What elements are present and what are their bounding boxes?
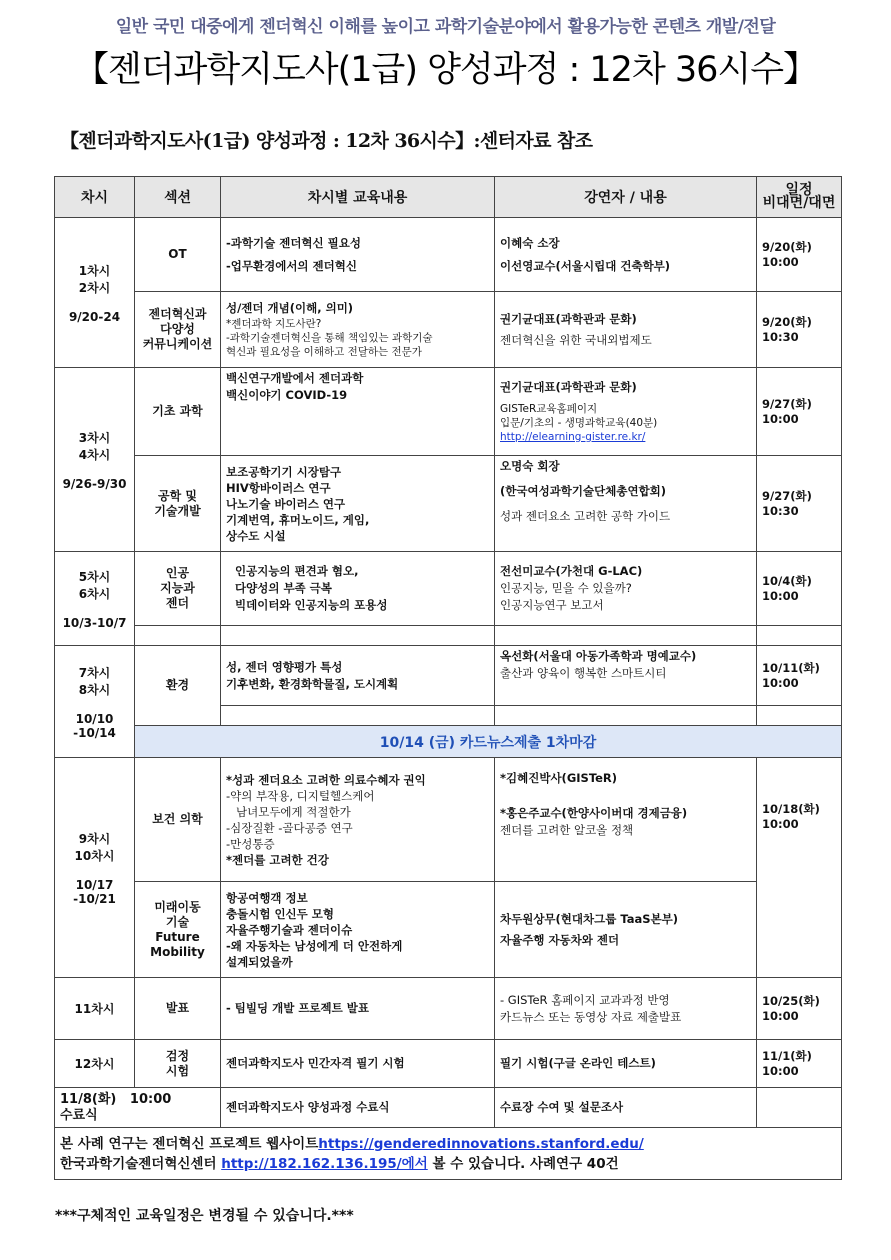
content-line: *젠더과학 지도사란? <box>226 318 322 330</box>
center-link[interactable]: http://182.162.136.195/에서 <box>221 1155 428 1172</box>
session-cell: 12차시 <box>55 1040 135 1088</box>
date-line: 9/20(화) <box>762 239 812 254</box>
instructor-cell: 필기 시험(구글 온라인 테스트) <box>495 1040 757 1088</box>
session-label: 10차시 <box>74 848 115 863</box>
session-dates: -10/14 <box>73 725 116 740</box>
empty-cell <box>757 706 842 726</box>
table-row <box>55 1088 842 1128</box>
time-line: 10:00 <box>762 254 799 269</box>
date-line: 10/11(화) <box>762 660 820 675</box>
empty-cell <box>135 626 221 646</box>
header-title: 【젠더과학지도사(1급) 양성과정 : 12차 36시수】 <box>73 50 818 90</box>
instructor-cell <box>495 552 757 626</box>
instructor-line: 권기균대표(과학관과 문화) <box>500 380 637 394</box>
table-row <box>55 218 842 292</box>
content-cell <box>221 292 495 368</box>
session-dates: 9/20-24 <box>68 309 121 324</box>
section-cell: 기초 과학 <box>135 368 221 456</box>
content-line: 빅데이터와 인공지능의 포용성 <box>235 598 388 612</box>
empty-cell <box>495 706 757 726</box>
content-cell <box>221 456 495 552</box>
date-cell <box>757 218 842 292</box>
time-line: 10:00 <box>762 1008 799 1023</box>
session-label: 1차시 <box>78 263 111 278</box>
content-line: 충돌시험 인신두 모형 <box>226 906 334 921</box>
notice-text: 볼 수 있습니다. 사례연구 40건 <box>427 1155 619 1172</box>
deadline-banner: 10/14 (금) 카드뉴스제출 1차마감 <box>135 726 842 758</box>
session-label: 3차시 <box>78 430 111 445</box>
time-line: 10:00 <box>762 588 799 603</box>
empty-cell <box>221 626 495 646</box>
instructor-line: 인공지능연구 보고서 <box>500 598 604 612</box>
header-date-l1: 일정 <box>785 182 813 198</box>
instructor-line: 카드뉴스 또는 동영상 자료 제출발표 <box>500 1009 682 1024</box>
notice-text: 한국과학기술젠더혁신센터 <box>60 1155 222 1172</box>
session-cell <box>55 552 135 646</box>
content-line: -과학기술젠더혁신을 통해 책임있는 과학기술 <box>226 332 433 344</box>
content-line: -약의 부작용, 디지털헬스케어 <box>226 788 375 803</box>
table-row <box>55 978 842 1040</box>
stanford-link[interactable]: https://genderedinnovations.stanford.edu/ <box>318 1135 644 1152</box>
instructor-line: (한국여성과학기술단체총연합회) <box>500 484 667 498</box>
date-cell <box>757 1040 842 1088</box>
content-line: 기계번역, 휴머노이드, 게임, <box>226 512 370 527</box>
session-cell <box>55 218 135 368</box>
notice-line <box>60 1134 836 1154</box>
session-dates: 9/26-9/30 <box>62 476 127 491</box>
content-cell <box>221 368 495 456</box>
content-line: -만성통증 <box>226 836 275 851</box>
section-cell: 보건 의학 <box>135 758 221 882</box>
session-dates: 10/3-10/7 <box>62 615 127 630</box>
instructor-line: GISTeR교육홈페이지 <box>500 403 598 415</box>
instructor-line: 이혜숙 소장 <box>500 235 560 250</box>
ceremony-label: 수료식 <box>60 1107 98 1123</box>
empty-cell <box>757 1088 842 1128</box>
content-line: -과학기술 젠더혁신 필요성 <box>226 235 361 250</box>
section-cell <box>135 882 221 978</box>
session-cell: 11차시 <box>55 978 135 1040</box>
instructor-line: 젠더혁신을 위한 국내외법제도 <box>500 332 652 347</box>
instructor-cell <box>495 218 757 292</box>
content-line: 혁신과 필요성을 이해하고 전달하는 전문가 <box>226 346 422 358</box>
ceremony-date: 11/8(화) 10:00 <box>60 1091 172 1107</box>
date-line: 10/18(화) <box>762 802 820 816</box>
instructor-line: 자율주행 자동차와 젠더 <box>500 932 620 947</box>
content-line: 다양성의 부족 극복 <box>235 581 332 595</box>
content-cell <box>221 646 495 706</box>
section-cell: 환경 <box>135 646 221 726</box>
content-cell <box>221 882 495 978</box>
section-cell <box>135 456 221 552</box>
content-cell: 젠더과학지도사 민간자격 필기 시험 <box>221 1040 495 1088</box>
content-line: 항공여행객 정보 <box>226 890 308 905</box>
time-line: 10:30 <box>762 503 799 518</box>
content-cell: - 팀빌딩 개발 프로젝트 발표 <box>221 978 495 1040</box>
session-label: 6차시 <box>78 586 111 601</box>
section-line: 공학 및 <box>158 488 197 503</box>
date-cell <box>757 552 842 626</box>
content-line: 자율주행기술과 젠더이슈 <box>226 922 353 937</box>
time-line: 10:00 <box>762 1063 799 1078</box>
time-line: 10:30 <box>762 329 799 344</box>
table-row <box>55 882 842 978</box>
session-label: 9차시 <box>78 831 111 846</box>
session-label: 2차시 <box>78 280 111 295</box>
instructor-cell <box>495 758 757 882</box>
session-dates: 10/10 <box>75 711 114 726</box>
header-date-l2: 비대면/대면 <box>762 195 836 211</box>
content-line: 나노기술 바이러스 연구 <box>226 496 346 511</box>
date-line: 9/20(화) <box>762 314 812 329</box>
instructor-line: - GISTeR 홈페이지 교과과정 반영 <box>500 992 670 1007</box>
instructor-cell <box>495 368 757 456</box>
instructor-cell <box>495 646 757 706</box>
content-cell: 젠더과학지도사 양성과정 수료식 <box>221 1088 495 1128</box>
content-line: 백신이야기 COVID-19 <box>226 388 348 402</box>
time-line: 10:00 <box>762 817 799 831</box>
instructor-line: 권기균대표(과학관과 문화) <box>500 311 637 326</box>
content-line: 남녀모두에게 적절한가 <box>236 804 351 819</box>
content-line: 백신연구개발에서 젠더과학 <box>226 371 364 385</box>
content-line: -왜 자동차는 남성에게 더 안전하게 <box>226 938 403 953</box>
section-line: Mobility <box>150 944 205 959</box>
section-cell <box>135 552 221 626</box>
table-row <box>55 456 842 552</box>
date-cell <box>757 758 842 978</box>
date-cell <box>757 978 842 1040</box>
table-row <box>55 726 842 758</box>
session-cell <box>55 758 135 978</box>
empty-cell <box>221 706 495 726</box>
date-line: 11/1(화) <box>762 1048 812 1063</box>
instructor-line: 젠더를 고려한 알코올 정책 <box>500 823 634 837</box>
section-line: 미래이동 <box>154 899 201 914</box>
header-session: 차시 <box>55 177 135 218</box>
time-line: 10:00 <box>762 675 799 690</box>
table-row <box>55 1128 842 1180</box>
content-line: 설계되었을까 <box>226 954 293 969</box>
notice-text: 본 사례 연구는 젠더혁신 프로젝트 웹사이트 <box>60 1135 319 1152</box>
table-row <box>55 1040 842 1088</box>
section-line: 검정 <box>165 1048 190 1063</box>
content-line: *젠더를 고려한 건강 <box>226 852 329 867</box>
content-line: *성과 젠더요소 고려한 의료수혜자 권익 <box>226 772 426 787</box>
content-line: HIV항바이러스 연구 <box>226 480 331 495</box>
section-line: 커뮤니케이션 <box>142 337 213 351</box>
instructor-line: 인공지능, 믿을 수 있을까? <box>500 581 632 595</box>
table-row <box>55 626 842 646</box>
document-title: 【젠더과학지도사(1급) 양성과정 : 12차 36시수】:센터자료 참조 <box>60 130 593 152</box>
table-row <box>55 758 842 882</box>
date-line: 9/27(화) <box>762 396 812 411</box>
section-line: 젠더 <box>165 596 190 610</box>
session-cell <box>55 368 135 552</box>
instructor-line: *홍은주교수(한양사이버대 경제금융) <box>500 806 688 820</box>
header-date <box>757 177 842 218</box>
schedule-table <box>54 176 842 1180</box>
content-line: 성, 젠더 영향평가 특성 <box>226 659 343 674</box>
instructor-line: 차두원상무(현대차그룹 TaaS본부) <box>500 911 678 926</box>
empty-cell <box>757 626 842 646</box>
session-label: 4차시 <box>78 447 111 462</box>
content-cell <box>221 552 495 626</box>
time-line: 10:00 <box>762 411 799 426</box>
header-instructor: 강연자 / 내용 <box>495 177 757 218</box>
content-line: 인공지능의 편견과 혐오, <box>235 564 359 578</box>
section-cell: OT <box>135 218 221 292</box>
instructor-line: 오명숙 회장 <box>500 459 560 473</box>
instructor-line: *김혜진박사(GISTeR) <box>500 771 618 785</box>
instructor-cell <box>495 456 757 552</box>
section-line: 인공 <box>165 566 190 580</box>
header-content: 차시별 교육내용 <box>221 177 495 218</box>
instructor-cell <box>495 292 757 368</box>
elearning-link[interactable]: http://elearning-gister.re.kr/ <box>500 431 646 443</box>
section-line: 기술개발 <box>154 503 201 518</box>
table-row <box>55 292 842 368</box>
section-line: Future <box>155 929 200 944</box>
date-line: 10/4(화) <box>762 573 812 588</box>
content-line: 상수도 시설 <box>226 528 286 543</box>
date-line: 9/27(화) <box>762 488 812 503</box>
section-line: 기술 <box>165 914 190 929</box>
instructor-line: 성과 젠더요소 고려한 공학 가이드 <box>500 509 671 523</box>
section-cell <box>135 292 221 368</box>
section-cell <box>135 1040 221 1088</box>
instructor-cell <box>495 882 757 978</box>
content-line: -업무환경에서의 젠더혁신 <box>226 258 357 273</box>
instructor-line: 입문/기초의 - 생명과학교육(40분) <box>500 417 658 429</box>
section-line: 지능과 <box>160 581 195 595</box>
table-row <box>55 646 842 706</box>
section-line: 시험 <box>165 1063 190 1078</box>
session-label: 8차시 <box>78 682 111 697</box>
instructor-line: 이선영교수(서울시립대 건축학부) <box>500 258 671 273</box>
session-label: 5차시 <box>78 569 111 584</box>
instructor-line: 전선미교수(가천대 G-LAC) <box>500 564 643 578</box>
empty-cell <box>495 626 757 646</box>
date-cell <box>757 456 842 552</box>
content-line: 보조공학기기 시장탐구 <box>226 464 342 479</box>
header-section: 섹션 <box>135 177 221 218</box>
table-header-row <box>55 177 842 218</box>
footer-note: ***구체적인 교육일정은 변경될 수 있습니다.*** <box>55 1208 354 1224</box>
notice-cell <box>55 1128 842 1180</box>
ceremony-cell <box>55 1088 221 1128</box>
session-label: 7차시 <box>78 665 111 680</box>
table-row <box>55 368 842 456</box>
content-cell <box>221 218 495 292</box>
date-cell <box>757 368 842 456</box>
instructor-line: 옥선화(서울대 아동가족학과 명예교수) <box>500 649 697 663</box>
date-cell <box>757 646 842 706</box>
session-dates: -10/21 <box>73 891 116 906</box>
session-cell <box>55 646 135 758</box>
date-line: 10/25(화) <box>762 993 820 1008</box>
instructor-line: 출산과 양육이 행복한 스마트시티 <box>500 666 667 680</box>
instructor-cell <box>495 978 757 1040</box>
date-cell <box>757 292 842 368</box>
content-line: 성/젠더 개념(이해, 의미) <box>226 301 354 315</box>
table-row <box>55 552 842 626</box>
instructor-cell: 수료장 수여 및 설문조사 <box>495 1088 757 1128</box>
content-cell <box>221 758 495 882</box>
section-line: 다양성 <box>160 322 195 336</box>
section-line: 젠더혁신과 <box>148 307 207 321</box>
section-cell: 발표 <box>135 978 221 1040</box>
content-line: 기후변화, 환경화학물질, 도시계획 <box>226 676 399 691</box>
content-line: -심장질환 -골다공증 연구 <box>226 820 353 835</box>
header-subtitle: 일반 국민 대중에게 젠더혁신 이해를 높이고 과학기술분야에서 활용가능한 콘텐츠 개발/전달 <box>115 17 776 37</box>
session-dates: 10/17 <box>75 877 114 892</box>
notice-line <box>60 1154 836 1174</box>
